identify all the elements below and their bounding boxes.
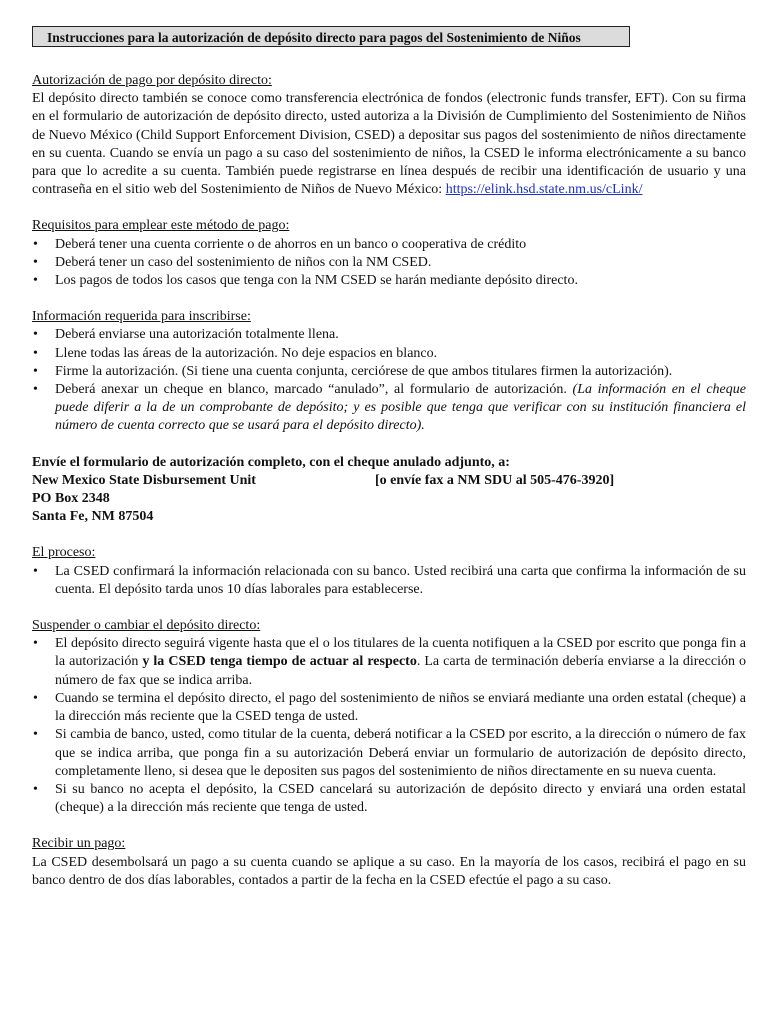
process-section — [32, 544, 746, 599]
auth-section — [32, 72, 746, 199]
list-item: • Deberá enviarse una autorización totalmente llena. — [32, 326, 746, 344]
mailing-address — [32, 454, 746, 527]
suspend-text-a: El depósito directo seguirá vigente hasta que el o los titulares de la cuenta notifiquen a la CSED por escrito que ponga fin a la autorización — [55, 636, 746, 670]
fax-note: [o envíe fax a NM SDU al 505-476-3920] — [375, 472, 615, 488]
process-heading: El proceso: — [32, 545, 96, 561]
document-body — [32, 72, 746, 908]
requirements-list — [32, 236, 746, 291]
info-section — [32, 308, 746, 435]
list-item — [32, 381, 746, 436]
list-item — [32, 635, 746, 690]
mailing-row — [32, 472, 746, 490]
list-item: • Deberá tener un caso del sostenimiento de niños con la NM CSED. — [32, 254, 746, 272]
requirements-section — [32, 217, 746, 290]
city-state-zip: Santa Fe, NM 87504 — [32, 509, 154, 525]
list-item: • Cuando se termina el depósito directo, el pago del sostenimiento de niños se enviará mediante una orden estatal (cheque) a la dirección más reciente que la CSED tenga de usted. — [32, 690, 746, 726]
list-item: • Firme la autorización. (Si tiene una cuenta conjunta, cerciórese de que ambos titulares firmen la autorización). — [32, 363, 746, 381]
check-note: (La información en el cheque puede diferir a la de un comprobante de depósito; y es posible que tenga que verificar con su institución financiera el número de cuenta correcto que se usará para el depósito directo). — [55, 382, 746, 434]
info-list — [32, 326, 746, 435]
list-item: • Los pagos de todos los casos que tenga con la NM CSED se harán mediante depósito directo. — [32, 272, 746, 290]
auth-text: El depósito directo también se conoce como transferencia electrónica de fondos (electronic funds transfer, EFT). Con su firma en el formulario de autorización de depósito directo, usted autoriza a la División de Cumplimiento del Sostenimiento de Niños de Nuevo México (Child Support Enforcement Division, CSED) a depositar sus pagos del sostenimiento de niños directamente en su cuenta. Cuando se envía un pago a su caso del sostenimiento de niños, la CSED le informa electrónicamente a su banco para que lo acredite a su cuenta. También puede registrarse en línea después de recibir una identificación de usuario y una contraseña en el sitio web del Sostenimiento de Niños de Nuevo México: — [32, 91, 746, 198]
clink-link[interactable]: https://elink.hsd.state.nm.us/cLink/ — [445, 182, 643, 198]
info-heading: Información requerida para inscribirse: — [32, 309, 251, 325]
requirements-heading: Requisitos para emplear este método de pago: — [32, 218, 290, 234]
suspend-text-b: . La carta de terminación debería enviarse a la dirección o número de fax que se indica arriba. — [55, 654, 746, 688]
page-title: Instrucciones para la autorización de depósito directo para pagos del Sostenimiento de Niños — [32, 26, 630, 47]
mailing-instruction: Envíe el formulario de autorización completo, con el cheque anulado adjunto, a: — [32, 454, 510, 470]
suspend-bold: y la CSED tenga tiempo de actuar al respecto — [142, 654, 417, 670]
list-item: • Si cambia de banco, usted, como titular de la cuenta, deberá notificar a la CSED por escrito, a la dirección o número de fax que se indica arriba, que ponga fin a su autorización Deberá enviar un formulario de autorización de depósito directo, completamente lleno, si desea que le depositen sus pagos del sostenimiento de niños directamente en su nueva cuenta. — [32, 726, 746, 781]
receive-paragraph: La CSED desembolsará un pago a su cuenta cuando se aplique a su caso. En la mayoría de los casos, recibirá el pago en su banco dentro de dos días laborables, contados a partir de la fecha en la CSED efectúe el pago a su caso. — [32, 854, 746, 888]
suspend-heading: Suspender o cambiar el depósito directo: — [32, 618, 261, 634]
suspend-section — [32, 617, 746, 817]
list-item: • Llene todas las áreas de la autorización. No deje espacios en blanco. — [32, 345, 746, 363]
receive-heading: Recibir un pago: — [32, 836, 126, 852]
list-item: • La CSED confirmará la información relacionada con su banco. Usted recibirá una carta que confirma la información de su cuenta. El depósito tarda unos 10 días laborales para establecerse. — [32, 563, 746, 599]
check-instruction: Deberá anexar un cheque en blanco, marcado “anulado”, al formulario de autorización. — [55, 382, 573, 398]
auth-heading: Autorización de pago por depósito directo: — [32, 73, 272, 88]
sdu-name: New Mexico State Disbursement Unit — [32, 472, 256, 488]
list-item: • Deberá tener una cuenta corriente o de ahorros en un banco o cooperativa de crédito — [32, 236, 746, 254]
suspend-list — [32, 635, 746, 817]
list-item: • Si su banco no acepta el depósito, la CSED cancelará su autorización de depósito directo y enviará una orden estatal (cheque) a la dirección más reciente que tenga de usted. — [32, 781, 746, 817]
receive-section — [32, 835, 746, 890]
po-box: PO Box 2348 — [32, 491, 110, 507]
auth-paragraph — [32, 90, 746, 199]
process-list — [32, 563, 746, 599]
